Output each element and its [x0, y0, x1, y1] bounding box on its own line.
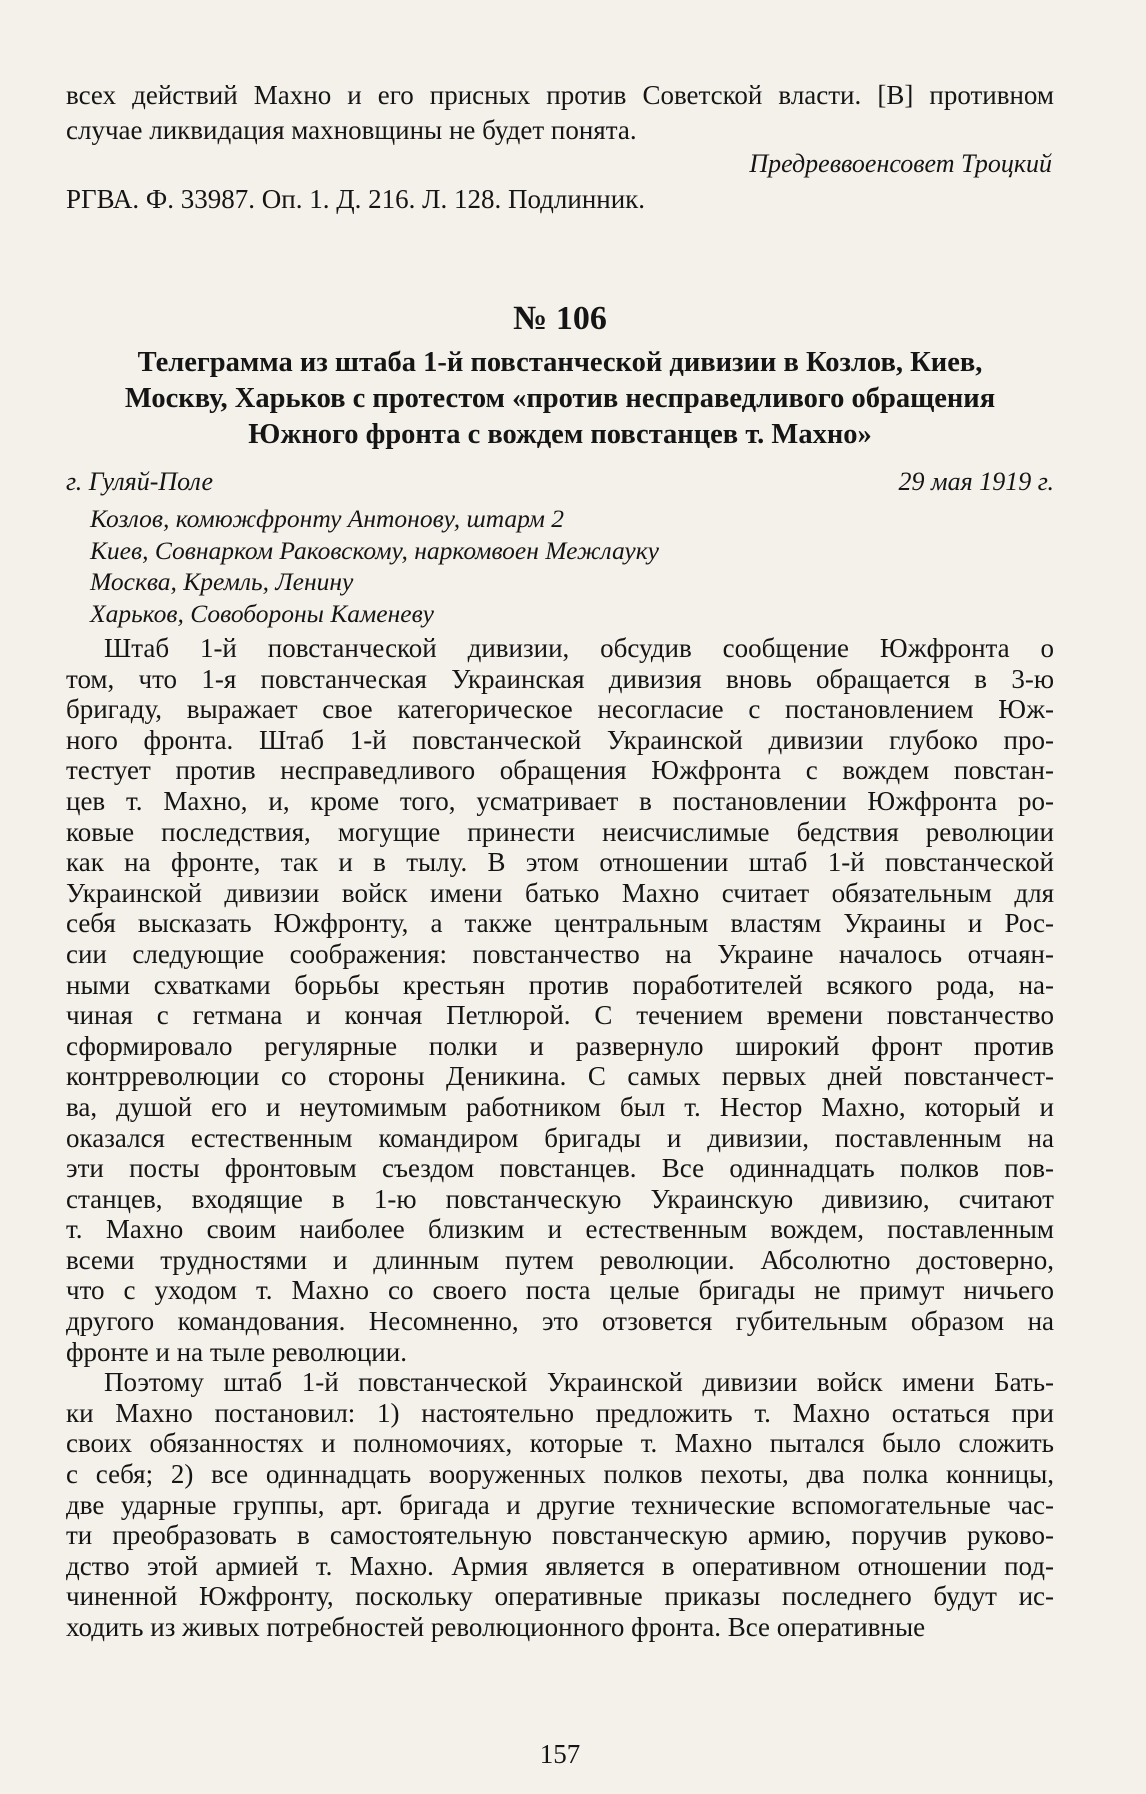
body-line: контрреволюции со стороны Деникина. С самых первых дней повстанчест- [66, 1061, 1054, 1092]
body-line: дство этой армией т. Махно. Армия является в оперативном отношении под- [66, 1550, 1054, 1581]
document-page [66, 78, 1054, 1768]
addressee: Козлов, комюжфронту Антонову, штарм 2 [90, 504, 565, 533]
body-line: Поэтому штаб 1-й повстанческой Украинской дивизии войск имени Бать- [104, 1367, 1054, 1398]
body-line: чиненной Южфронту, поскольку оперативные приказы последнего будут ис- [66, 1581, 1054, 1612]
body-line: ти преобразовать в самостоятельную повстанческую армию, поручив руково- [66, 1520, 1054, 1551]
addressee: Москва, Кремль, Ленину [90, 567, 354, 596]
archive-reference: РГВА. Ф. 33987. Оп. 1. Д. 216. Л. 128. Подлинник. [66, 184, 646, 214]
body-line: ного фронта. Штаб 1-й повстанческой Украинской дивизии глубоко про- [66, 724, 1054, 755]
body-line: фронте и на тыле революции. [66, 1336, 407, 1367]
addressee: Киев, Совнарком Раковскому, наркомвоен Межлауку [90, 535, 659, 565]
body-line: Штаб 1-й повстанческой дивизии, обсудив сообщение Южфронта о [104, 633, 1054, 663]
document-place: г. Гуляй-Поле [66, 467, 214, 496]
body-line: ходить из живых потребностей революционного фронта. Все оперативные [66, 1612, 926, 1642]
body-line: Украинской дивизии войск имени батько Махно считает обязательным для [66, 877, 1054, 908]
body-line: ковые последствия, могущие принести неисчислимые бедствия революции [66, 816, 1054, 847]
body-line: с себя; 2) все одиннадцать вооруженных полков пехоты, два полка конницы, [66, 1459, 1054, 1490]
document-number: № 106 [513, 300, 607, 337]
intro-paragraph [66, 78, 1054, 147]
body-paragraph-2 [66, 1367, 1054, 1642]
place-date-row [66, 465, 1054, 499]
body-line: другого командования. Несомненно, это отзовется губительным образом на [66, 1306, 1054, 1337]
body-line: бригаду, выражает свое категорическое несогласие с постановлением Юж- [66, 694, 1054, 725]
body-line: ными схватками борьбы крестьян против поработителей всякого рода, на- [66, 969, 1054, 1000]
body-line: ки Махно постановил: 1) настоятельно предложить т. Махно остаться при [66, 1397, 1054, 1428]
body-line: своих обязанностях и полномочиях, которые т. Махно пытался было сложить [66, 1428, 1054, 1459]
body-line: сии следующие соображения: повстанчество на Украине началось отчаян- [66, 938, 1054, 969]
document-title [66, 345, 1054, 453]
body-line: т. Махно своим наиболее близким и естественным вождем, поставленным [66, 1214, 1054, 1245]
body-line: что с уходом т. Махно со своего поста целые бригады не примут ничьего [66, 1275, 1054, 1306]
title-line: Телеграмма из штаба 1-й повстанческой дивизии в Козлов, Киев, [137, 347, 983, 378]
body-line: ва, душой его и неутомимым работником был т. Нестор Махно, который и [66, 1091, 1054, 1122]
body-line: две ударные группы, арт. бригада и другие технические вспомогательные час- [66, 1489, 1054, 1520]
body-line: чиная с гетмана и кончая Петлюрой. С течением времени повстанчество [66, 1000, 1054, 1031]
body-paragraph-1 [66, 633, 1054, 1367]
body-line: цев т. Махно, и, кроме того, усматривает в постановлении Южфронта ро- [66, 785, 1054, 816]
body-line: сформировало регулярные полки и развернуло широкий фронт против [66, 1030, 1054, 1061]
page-number: 157 [539, 1739, 581, 1769]
body-line: оказался естественным командиром бригады и дивизии, поставленным на [66, 1122, 1054, 1153]
text-line: всех действий Махно и его присных против Советской власти. [В] противном [66, 80, 1054, 110]
body-line: всеми трудностями и длинным путем революции. Абсолютно достоверно, [66, 1244, 1054, 1275]
body-line: как на фронте, так и в тылу. В этом отношении штаб 1-й повстанческой [66, 847, 1054, 878]
title-line: Южного фронта с вождем повстанцев т. Махно» [248, 419, 872, 450]
addressee: Харьков, Совобороны Каменеву [90, 598, 434, 628]
document-date: 29 мая 1919 г. [898, 467, 1054, 496]
body-line: станцев, входящие в 1-ю повстанческую Украинскую дивизию, считают [66, 1183, 1054, 1214]
addressee-list [90, 503, 1054, 629]
title-line: Москву, Харьков с протестом «против несправедливого обращения [124, 383, 996, 414]
body-line: эти посты фронтовым съездом повстанцев. Все одиннадцать полков пов- [66, 1153, 1054, 1184]
body-line: том, что 1-я повстанческая Украинская дивизия вновь обращается в 3-ю [66, 663, 1054, 694]
text-line: случае ликвидация махновщины не будет понята. [66, 114, 637, 145]
signature: Предреввоенсовет Троцкий [749, 149, 1052, 178]
body-line: тестует против несправедливого обращения Южфронта с вождем повстан- [66, 755, 1054, 786]
body-line: себя высказать Южфронту, а также центральным властям Украины и Рос- [66, 908, 1054, 939]
